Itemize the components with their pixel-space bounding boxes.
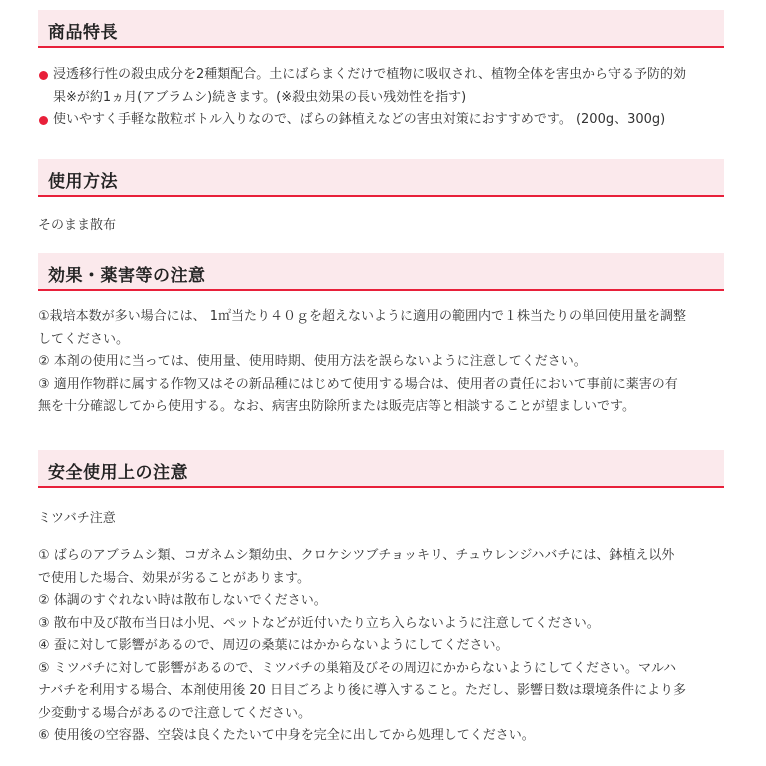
safety-line: ① ばらのアブラムシ類、コガネムシ類幼虫、クロケシツブチョッキリ、チュウレンジハバチには、鉢植え以外 <box>38 548 675 563</box>
features-heading <box>38 10 724 48</box>
feature-bullet <box>38 109 730 132</box>
features-title: 商品特長 <box>48 23 118 43</box>
bullet-dot-icon <box>39 116 48 125</box>
safety-line: ⑥ 使用後の空容器、空袋は良くたたいて中身を完全に出してから処理してください。 <box>38 728 535 743</box>
safety-line: で使用した場合、効果が劣ることがあります。 <box>38 570 310 586</box>
efficacy-line: ② 本剤の使用に当っては、使用量、使用時期、使用方法を誤らないように注意してください。 <box>38 354 587 369</box>
safety-line: 少変動する場合があるので注意してください。 <box>38 705 312 721</box>
efficacy-heading <box>38 253 724 291</box>
usage-title: 使用方法 <box>48 172 118 192</box>
efficacy-line: 無を十分確認してから使用する。なお、病害虫防除所または販売店等と相談することが望ましいです。 <box>38 399 635 414</box>
efficacy-line: してください。 <box>38 331 130 347</box>
safety-heading <box>38 450 724 488</box>
usage-text: そのまま散布 <box>38 218 117 233</box>
bullet-dot-icon <box>39 71 48 80</box>
feature-line: 浸透移行性の殺虫成分を2種類配合。土にばらまくだけで植物に吸収され、植物全体を害虫から守る予防的効 <box>53 67 687 82</box>
safety-subtitle: ミツバチ注意 <box>38 511 116 526</box>
feature-bullet <box>38 64 730 109</box>
safety-line: ナバチを利用する場合、本剤使用後 20 日目ごろより後に導入すること。ただし、影響日数は環境条件により多 <box>38 683 687 698</box>
efficacy-line: ③ 適用作物群に属する作物又はその新品種にはじめて使用する場合は、使用者の責任において事前に薬害の有 <box>38 376 678 392</box>
feature-line: 果※が約1ヵ月(アブラムシ)続きます。(※殺虫効果の長い残効性を指す) <box>53 89 467 105</box>
safety-list <box>38 545 730 748</box>
safety-title: 安全使用上の注意 <box>48 463 188 483</box>
safety-line: ③ 散布中及び散布当日は小児、ペットなどが近付いたり立ち入らないように注意してください。 <box>38 615 600 631</box>
usage-heading <box>38 159 724 197</box>
feature-line: 使いやすく手軽な散粒ボトル入りなので、ばらの鉢植えなどの害虫対策におすすめです。 (200g、300g) <box>53 112 666 127</box>
efficacy-line: ①栽培本数が多い場合には、 1㎡当たり４０ｇを超えないように適用の範囲内で１株当たりの単回使用量を調整 <box>38 309 687 324</box>
safety-line: ④ 蚕に対して影響があるので、周辺の桑葉にはかからないようにしてください。 <box>38 638 509 653</box>
safety-line: ⑤ ミツバチに対して影響があるので、ミツバチの巣箱及びその周辺にかからないようにしてください。マルハ <box>38 660 677 676</box>
efficacy-list <box>38 306 730 419</box>
safety-line: ② 体調のすぐれない時は散布しないでください。 <box>38 593 327 608</box>
features-list <box>38 64 730 132</box>
efficacy-title: 効果・薬害等の注意 <box>48 266 206 286</box>
